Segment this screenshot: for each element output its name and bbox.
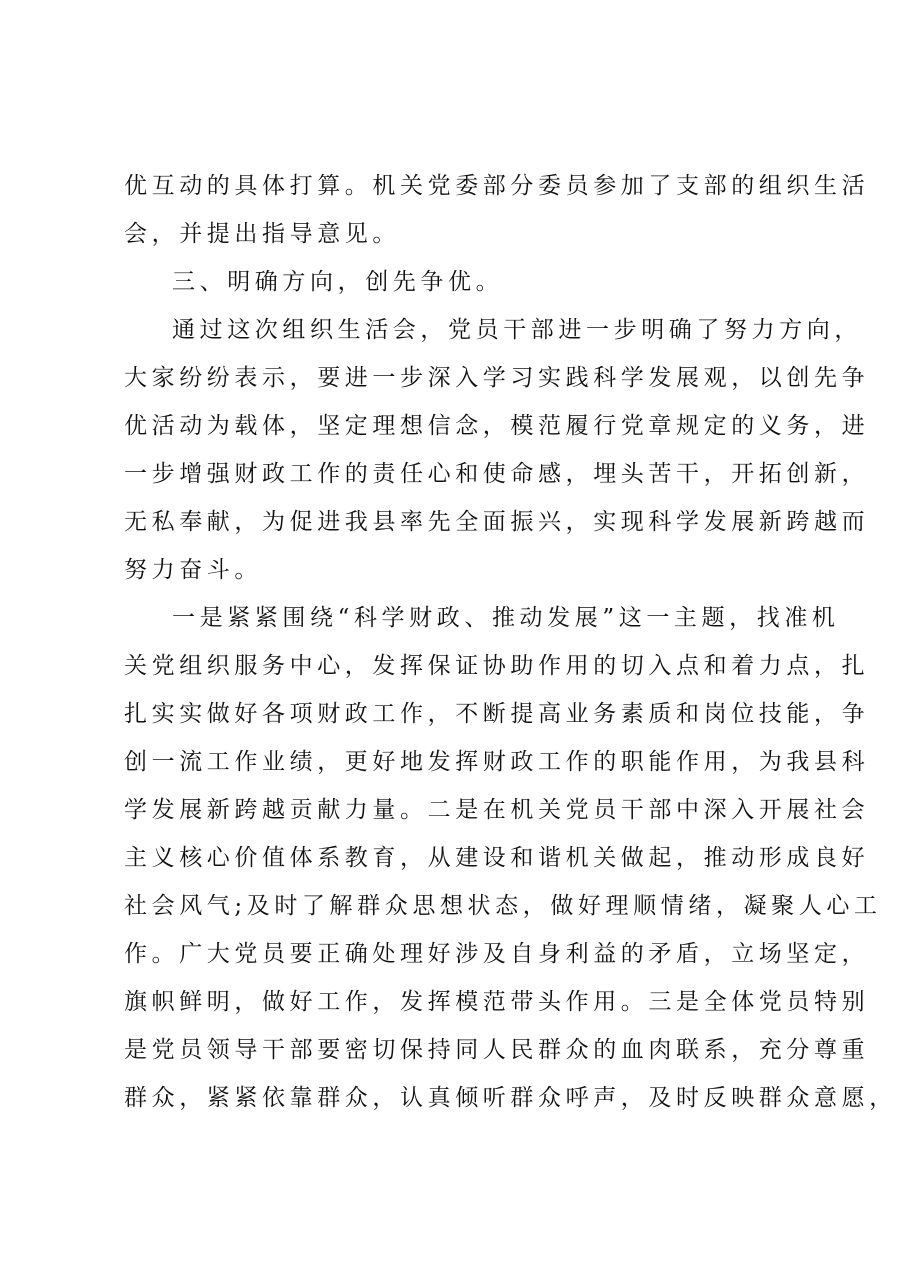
paragraph-line: 会，并提出指导意见。 [124,221,400,247]
paragraph-line: 优活动为载体，坚定理想信念，模范履行党章规定的义务，进 [124,413,870,439]
paragraph-line: 作。广大党员要正确处理好涉及自身利益的矛盾，立场坚定， [124,941,870,967]
paragraph-line: 群众，紧紧依靠群众，认真倾听群众呼声，及时反映群众意愿， [124,1085,897,1111]
paragraph-line: 创一流工作业绩，更好地发挥财政工作的职能作用，为我县科 [124,749,870,775]
paragraph-line: 旗帜鲜明，做好工作，发挥模范带头作用。三是全体党员特别 [124,989,870,1015]
paragraph-line: 主义核心价值体系教育，从建设和谐机关做起，推动形成良好 [124,845,870,871]
paragraph-line: 关党组织服务中心，发挥保证协助作用的切入点和着力点，扎 [124,653,870,679]
paragraph-line: 一步增强财政工作的责任心和使命感，埋头苦干，开拓创新， [124,461,870,487]
section-heading: 三、明确方向，创先争优。 [172,269,504,295]
paragraph-line: 一是紧紧围绕“科学财政、推动发展”这一主题，找准机 [172,605,840,631]
paragraph-line: 扎实实做好各项财政工作，不断提高业务素质和岗位技能，争 [124,701,870,727]
paragraph-line: 优互动的具体打算。机关党委部分委员参加了支部的组织生活 [124,173,870,199]
paragraph-line: 通过这次组织生活会，党员干部进一步明确了努力方向， [172,317,862,343]
paragraph-line: 学发展新跨越贡献力量。二是在机关党员干部中深入开展社会 [124,797,870,823]
paragraph-line: 无私奉献，为促进我县率先全面振兴，实现科学发展新跨越而 [124,509,870,535]
paragraph-line: 是党员领导干部要密切保持同人民群众的血肉联系，充分尊重 [124,1037,870,1063]
paragraph-line: 社会风气;及时了解群众思想状态，做好理顺情绪，凝聚人心工 [124,893,882,919]
paragraph-line: 大家纷纷表示，要进一步深入学习实践科学发展观，以创先争 [124,365,870,391]
paragraph-line: 努力奋斗。 [124,557,262,583]
